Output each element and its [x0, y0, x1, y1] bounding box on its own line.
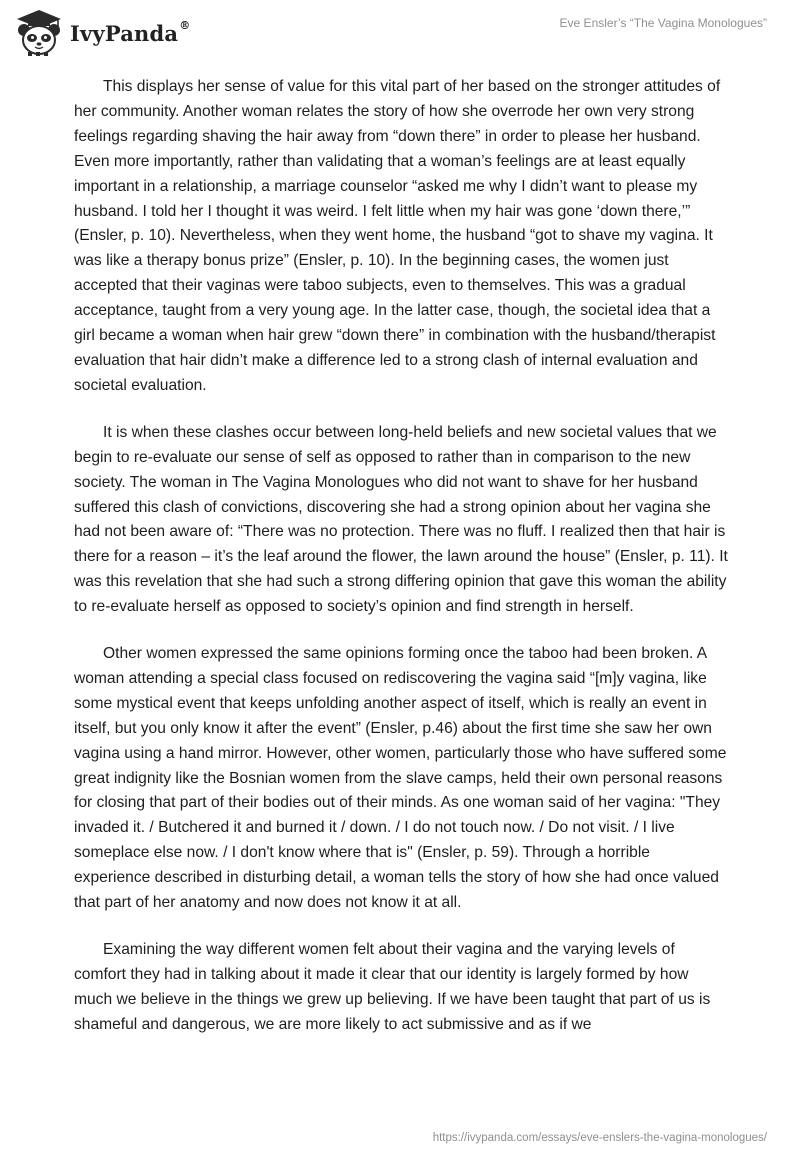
page-header	[0, 0, 800, 62]
essay-paragraph: This displays her sense of value for this vital part of her based on the stronger attitudes of her community. Another woman relates the story of how she overrode her own very strong feelings regarding shaving the hair away from “down there” in order to please her husband. Even more importantly, rather than validating that a woman’s feelings are at least equally important in a relationship, a marriage counselor “asked me why I didn’t want to please my husband. I told her I thought it was weird. I felt little when my hair was gone ‘down there,’” (Ensler, p. 10). Nevertheless, when they went home, the husband “got to shave my vagina. It was like a therapy bonus prize” (Ensler, p. 10). In the beginning cases, the women just accepted that their vaginas were taboo subjects, even to themselves. This was a gradual acceptance, taught from a very young age. In the latter case, though, the societal idea that a girl became a woman when hair grew “down there” in combination with the husband/therapist evaluation that hair didn’t make a difference led to a strong clash of internal evaluation and societal evaluation.	[74, 78, 721, 394]
brand-logo[interactable]	[14, 8, 190, 56]
essay-paragraph: It is when these clashes occur between long-held beliefs and new societal values that we begin to re-evaluate our sense of self as opposed to rather than in comparison to the new society. The woman in The Vagina Monologues who did not want to shave for her husband suffered this clash of convictions, discovering she had a strong opinion about her vagina she had not been aware of: “There was no protection. There was no fluff. I realized then that hair is there for a reason – it’s the leaf around the flower, the lawn around the house” (Ensler, p. 11). It was this revelation that she had such a strong differing opinion that gave this woman the ability to re-evaluate herself as opposed to society’s opinion and find strength in herself.	[74, 423, 728, 616]
document-title: Eve Ensler’s “The Vagina Monologues”	[559, 16, 767, 30]
brand-name: IvyPanda®	[70, 18, 191, 46]
source-url[interactable]: https://ivypanda.com/essays/eve-enslers-the-vagina-monologues/	[432, 1132, 767, 1144]
panda-graduate-icon	[14, 8, 64, 56]
essay-paragraph: Examining the way different women felt about their vagina and the varying levels of comfort they had in talking about it made it clear that our identity is largely formed by how much we believe in the things we grew up believing. If we have been taught that part of us is shameful and dangerous, we are more likely to act submissive and as if we	[74, 941, 711, 1033]
essay-paragraph: Other women expressed the same opinions forming once the taboo had been broken. A woman attending a special class focused on rediscovering the vagina said “[m]y vagina, like some mystical event that keeps unfolding another aspect of itself, which is really an event in itself, but you only know it after the event” (Ensler, p.46) about the first time she saw her own vagina using a hand mirror. However, other women, particularly those who have suffered some great indignity like the Bosnian women from the slave camps, held their own personal reasons for closing that part of their bodies out of their minds. As one woman said of her vagina: "They invaded it. / Butchered it and burned it / down. / I do not touch now. / Do not visit. / I live someplace else now. / I don't know where that is" (Ensler, p. 59). Through a horrible experience described in disturbing detail, a woman tells the story of how she had once valued that part of her anatomy and now does not know it at all.	[74, 645, 727, 912]
essay-body	[74, 75, 729, 1060]
